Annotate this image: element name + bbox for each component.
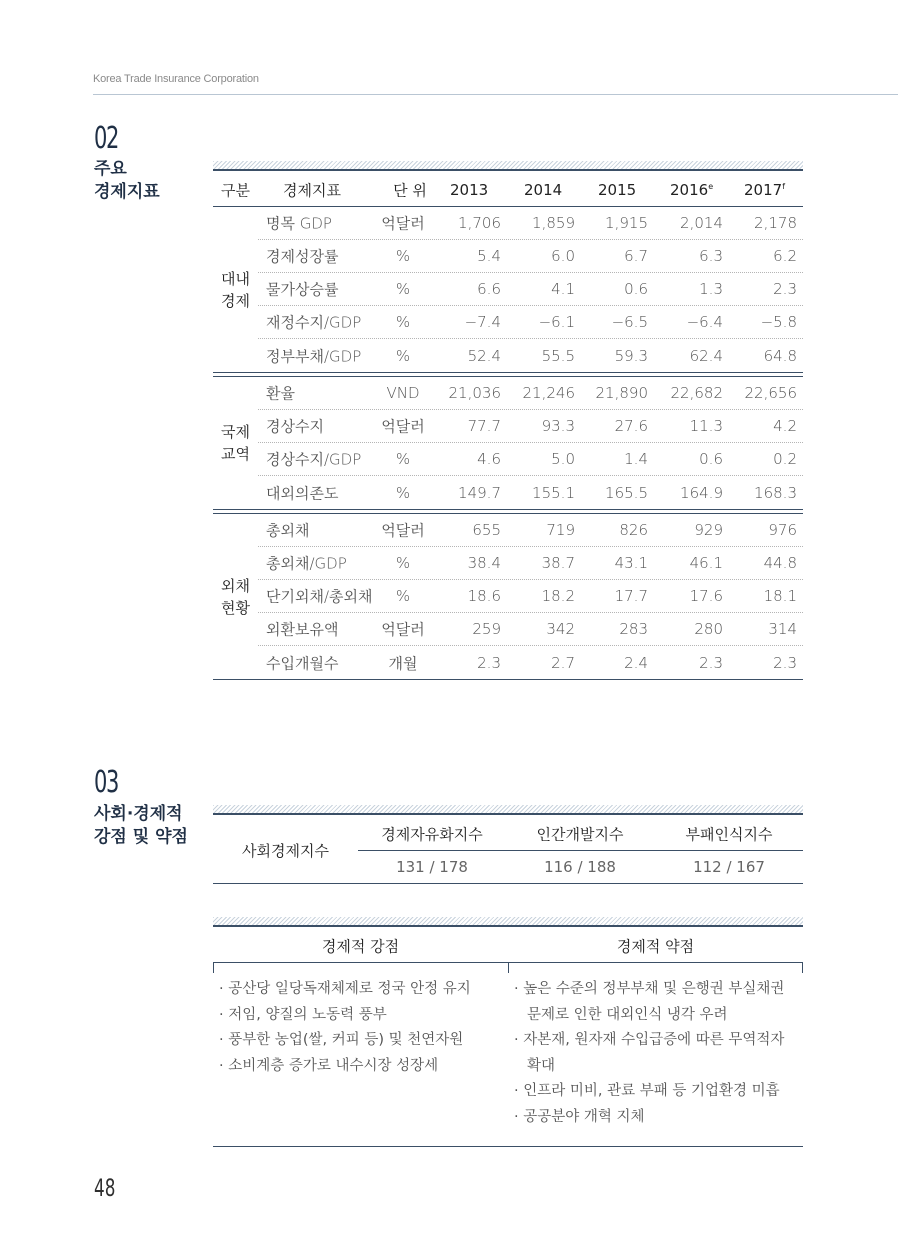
- weakness-item-continuation: 확대: [527, 1057, 556, 1074]
- indicator-value: 93.3: [541, 417, 575, 435]
- header-unit: 단 위: [393, 181, 427, 199]
- indicator-value: 4.6: [477, 450, 501, 468]
- indicator-name: 외환보유액: [266, 620, 339, 639]
- indicator-value: 6.6: [477, 280, 501, 298]
- indicator-value: 64.8: [763, 346, 797, 365]
- indicator-value: 283: [619, 620, 648, 638]
- indicator-unit: VND: [386, 384, 420, 402]
- group-label: [213, 421, 258, 465]
- group-label-line: 교역: [221, 445, 250, 463]
- index-header-row: [358, 817, 803, 851]
- indicator-value: 149.7: [458, 483, 501, 502]
- index-value: 131 / 178: [396, 858, 468, 876]
- indicator-unit: %: [395, 313, 411, 331]
- indicator-value: 27.6: [614, 417, 648, 435]
- header-year: 2017$^f$: [744, 180, 786, 199]
- indicator-value: 2.7: [551, 653, 575, 672]
- economic-indicators-table: [213, 173, 803, 680]
- index-column-name: 부패인식지수: [685, 825, 773, 843]
- indicator-value: 280: [694, 620, 723, 638]
- table-row: [258, 476, 803, 509]
- indicator-value: 22,682: [670, 384, 723, 402]
- table-hatch-bar: [213, 161, 803, 171]
- indicator-value: −6.4: [686, 313, 723, 331]
- indicator-name: 환율: [266, 384, 295, 403]
- table-header-row: [213, 173, 803, 207]
- indicator-value: 342: [546, 620, 575, 638]
- indicator-value: 44.8: [763, 554, 797, 572]
- indicator-value: 62.4: [689, 346, 723, 365]
- section-number: 02: [94, 121, 118, 156]
- table-hatch-bar: [213, 917, 803, 927]
- section-title-line: 주요: [94, 159, 127, 179]
- indicator-unit: 개월: [388, 654, 418, 672]
- indicator-value: 6.3: [699, 247, 723, 265]
- header-rule: [93, 94, 898, 95]
- index-value-row: [358, 851, 803, 883]
- indicator-value: 2.3: [699, 653, 723, 672]
- indicator-unit: %: [395, 587, 411, 605]
- indicator-value: 1.4: [624, 450, 648, 468]
- header-year: 2013: [450, 180, 489, 199]
- weakness-item: · 공공분야 개혁 지체: [514, 1108, 645, 1125]
- indicator-value: 929: [694, 521, 723, 539]
- section-title-line: 경제지표: [94, 182, 160, 202]
- indicator-name: 경제성장률: [266, 247, 339, 266]
- weakness-item: · 자본재, 원자재 수입급증에 따른 무역적자: [514, 1032, 785, 1048]
- group-label-line: 현황: [221, 598, 250, 617]
- indicator-unit: 억달러: [381, 620, 425, 639]
- strength-item: · 공산당 일당독재체제로 정국 안정 유지: [219, 981, 471, 997]
- indicator-value: 168.3: [754, 483, 797, 502]
- indicator-value: 18.2: [541, 587, 575, 605]
- indicator-value: −5.8: [760, 313, 797, 331]
- weakness-title: 경제적 약점: [616, 937, 695, 955]
- table-row: [258, 240, 803, 273]
- indicator-value: 719: [546, 521, 575, 539]
- indicator-value: 21,890: [595, 384, 648, 402]
- indicator-value: 18.6: [467, 587, 501, 605]
- section-title-line: 강점 및 약점: [94, 827, 188, 847]
- column-tick: [802, 963, 803, 973]
- indicator-unit: %: [395, 280, 411, 298]
- indicator-value: 4.1: [551, 280, 575, 298]
- indicator-group: [213, 376, 803, 510]
- indicator-unit: 억달러: [381, 214, 425, 233]
- indicator-value: 6.2: [773, 247, 797, 265]
- indicator-value: 52.4: [467, 346, 501, 365]
- table-row: [258, 273, 803, 306]
- table-row: [258, 613, 803, 646]
- indicator-value: 976: [768, 521, 797, 539]
- indicator-unit: %: [395, 483, 411, 502]
- strength-weakness-table: [213, 929, 803, 1147]
- group-label-line: 국제: [221, 423, 250, 441]
- indicator-name: 명목 GDP: [266, 214, 332, 233]
- strength-item: · 저임, 양질의 노동력 풍부: [219, 1006, 387, 1023]
- indicator-unit: %: [395, 450, 411, 468]
- page-number: 48: [94, 1174, 116, 1202]
- index-value: 116 / 188: [544, 858, 616, 876]
- indicator-value: 155.1: [532, 483, 575, 502]
- table-row: [258, 547, 803, 580]
- weakness-item: · 인프라 미비, 관료 부패 등 기업환경 미흡: [514, 1083, 780, 1099]
- group-label: [213, 268, 258, 312]
- estimate-mark: e: [708, 181, 714, 191]
- indicator-value: 17.7: [614, 587, 648, 605]
- weakness-list: [514, 977, 784, 1130]
- strength-list: [219, 977, 471, 1079]
- indicator-value: 77.7: [467, 417, 501, 435]
- indicator-value: 314: [768, 620, 797, 638]
- indicator-name: 대외의존도: [266, 484, 339, 502]
- group-label-line: 외채: [221, 576, 250, 595]
- indicator-value: 2.3: [773, 653, 797, 672]
- index-column-name: 인간개발지수: [536, 825, 624, 843]
- indicator-value: −6.5: [611, 313, 648, 331]
- indicator-name: 경상수지/GDP: [266, 450, 362, 469]
- indicator-value: 0.6: [624, 280, 648, 298]
- weakness-item: · 높은 수준의 정부부채 및 은행권 부실채권: [514, 981, 785, 997]
- socioeconomic-index-table: [213, 817, 803, 884]
- strength-item: · 풍부한 농업(쌀, 커피 등) 및 천연자원: [219, 1032, 464, 1048]
- indicator-value: 2.4: [624, 653, 648, 672]
- table-row: [258, 580, 803, 613]
- indicator-value: 1.3: [699, 280, 723, 298]
- indicator-group: [213, 207, 803, 373]
- indicator-value: 1,915: [605, 214, 648, 232]
- table-row: [258, 339, 803, 372]
- indicator-value: −7.4: [464, 313, 501, 331]
- indicator-value: 2,014: [680, 214, 723, 232]
- indicator-value: 21,246: [522, 384, 575, 402]
- indicator-value: 259: [472, 620, 501, 638]
- header-year: 2015: [598, 180, 637, 199]
- indicator-value: 46.1: [689, 554, 723, 572]
- indicator-unit: 억달러: [381, 417, 425, 436]
- table-row: [258, 443, 803, 476]
- indicator-value: 2.3: [773, 280, 797, 298]
- strength-item: · 소비계층 증가로 내수시장 성장세: [219, 1057, 439, 1074]
- indicator-value: 5.0: [551, 450, 575, 468]
- group-label: [213, 575, 258, 619]
- indicator-value: 164.9: [680, 483, 723, 502]
- indicator-value: 38.7: [541, 554, 575, 572]
- index-column-name: 경제자유화지수: [381, 825, 483, 843]
- indicator-value: 2,178: [754, 214, 797, 232]
- indicator-unit: %: [395, 346, 411, 365]
- indicator-value: 2.3: [477, 653, 501, 672]
- indicator-value: 17.6: [689, 587, 723, 605]
- indicator-name: 재정수지/GDP: [266, 313, 362, 332]
- indicator-value: 5.4: [477, 247, 501, 265]
- index-label: 사회경제지수: [242, 841, 329, 860]
- table-row: [258, 514, 803, 547]
- indicator-value: 826: [619, 521, 648, 539]
- indicator-value: 1,706: [458, 214, 501, 232]
- indicator-value: −6.1: [538, 313, 575, 331]
- indicator-name: 정부부채/GDP: [266, 347, 362, 365]
- table-hatch-bar: [213, 805, 803, 815]
- table-row: [258, 410, 803, 443]
- indicator-value: 655: [472, 521, 501, 539]
- indicator-unit: 억달러: [381, 521, 425, 540]
- header-year: 2016e: [670, 180, 714, 199]
- header-year: 2014: [524, 180, 563, 199]
- weakness-item-continuation: 문제로 인한 대외인식 냉각 우려: [527, 1006, 728, 1023]
- indicator-value: 21,036: [448, 384, 501, 402]
- section-title: [94, 803, 188, 849]
- group-label-line: 대내: [221, 269, 250, 288]
- indicator-value: 6.0: [551, 247, 575, 265]
- group-label-line: 경제: [221, 291, 250, 310]
- table-row: [258, 377, 803, 410]
- indicator-value: 1,859: [532, 214, 575, 232]
- strength-title: 경제적 강점: [321, 937, 400, 955]
- sw-header-row: [213, 929, 803, 963]
- forecast-mark: f: [782, 181, 786, 191]
- indicator-value: 11.3: [689, 417, 723, 435]
- column-tick: [508, 963, 509, 973]
- section-title-line: 사회·경제적: [94, 804, 183, 824]
- indicator-unit: %: [395, 554, 411, 572]
- indicator-unit: %: [395, 247, 411, 265]
- indicator-value: 4.2: [773, 417, 797, 435]
- table-row: [258, 306, 803, 339]
- indicator-value: 38.4: [467, 554, 501, 572]
- indicator-name: 총외채: [266, 521, 310, 540]
- indicator-name: 단기외채/총외채: [266, 587, 373, 606]
- section-title: [94, 158, 160, 204]
- header-org-name: Korea Trade Insurance Corporation: [93, 73, 259, 85]
- section-number: 03: [94, 765, 118, 800]
- indicator-value: 165.5: [605, 483, 648, 502]
- indicator-group: [213, 513, 803, 680]
- indicator-value: 0.6: [699, 450, 723, 468]
- index-value: 112 / 167: [693, 858, 765, 876]
- indicator-value: 43.1: [614, 554, 648, 572]
- table-row: [258, 207, 803, 240]
- indicator-value: 22,656: [744, 384, 797, 402]
- indicator-name: 수입개월수: [266, 654, 339, 672]
- indicator-value: 55.5: [541, 346, 575, 365]
- table-row: [258, 646, 803, 679]
- column-tick: [213, 963, 214, 973]
- header-indicator: 경제지표: [283, 181, 341, 199]
- indicator-name: 총외채/GDP: [266, 554, 347, 573]
- indicator-name: 물가상승률: [266, 280, 339, 299]
- header-category: 구분: [221, 181, 250, 199]
- indicator-name: 경상수지: [266, 417, 324, 436]
- indicator-value: 18.1: [763, 587, 797, 605]
- indicator-value: 0.2: [773, 450, 797, 468]
- indicator-value: 59.3: [614, 346, 648, 365]
- indicator-value: 6.7: [624, 247, 648, 265]
